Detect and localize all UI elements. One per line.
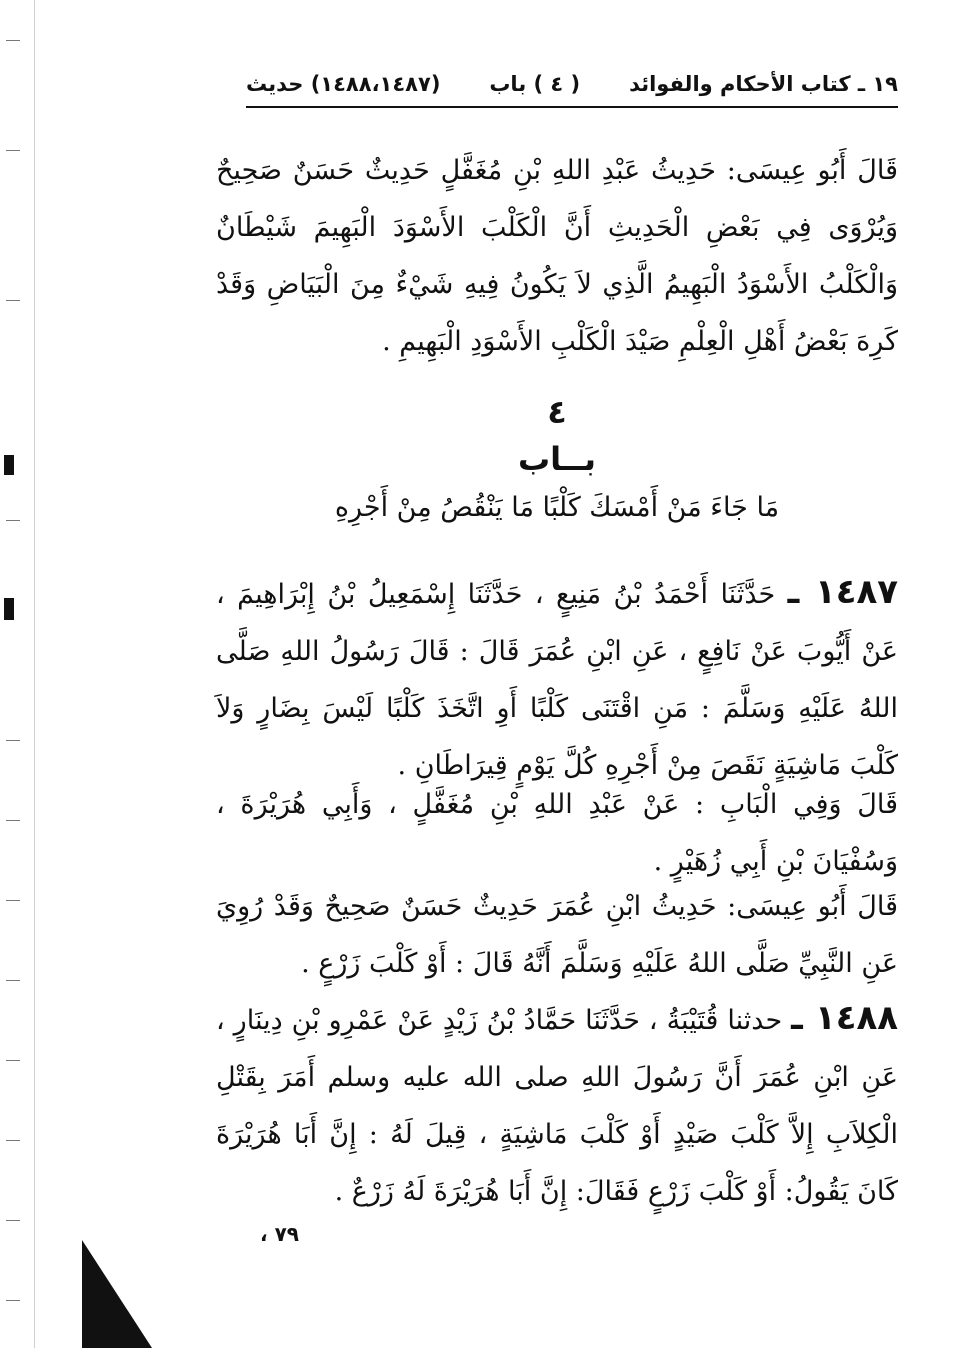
paragraph-chapter-note: قَالَ وَفِي الْبَابِ : عَنْ عَبْدِ اللهِ بْنِ مُغَفَّلٍ ، وَأَبِي هُرَيْرَةَ ، وَسُفْيَانَ بْنِ أَبِي زُهَيْرٍ .: [216, 789, 898, 877]
page-corner-shadow: [82, 1240, 152, 1348]
hadith-text: حدثنا قُتَيْبَةُ ، حَدَّثَنَا حَمَّادُ بْنُ زَيْدٍ عَنْ عَمْرِو بْنِ دِينَارٍ ، عَنِ ابْنِ عُمَرَ أَنَّ رَسُولَ اللهِ صلى الله عليه وسلم أَمَرَ بِقَتْلِ الْكِلاَبِ إِلاَّ كَلْبَ صَيْدٍ أَوْ كَلْبَ مَاشِيَةٍ ، قِيلَ لَهُ : إِنَّ أَبَا هُرَيْرَةَ كَانَ يَقُولُ: أَوْ كَلْبَ زَرْعٍ فَقَالَ: إِنَّ أَبَا هُرَيْرَةَ لَهُ زَرْعٌ .: [216, 1005, 898, 1207]
edge-mark: [4, 598, 14, 620]
edge-line: [6, 900, 20, 901]
edge-line: [6, 1220, 20, 1221]
hadith-1487: [216, 564, 898, 794]
edge-line: [6, 1060, 20, 1061]
edge-line: [6, 520, 20, 521]
chapter-title: مَا جَاءَ مَنْ أَمْسَكَ كَلْبًا مَا يَنْقُصُ مِنْ أَجْرِهِ: [334, 492, 780, 523]
left-page-edge: [0, 0, 35, 1348]
chapter-number: ٤: [547, 393, 567, 431]
hadith-number: ١٤٨٨ ـ: [791, 998, 898, 1038]
hadith-text: حَدَّثَنَا أَحْمَدُ بْنُ مَنِيعٍ ، حَدَّثَنَا إِسْمَعِيلُ بْنُ إِبْرَاهِيمَ ، عَنْ أَيُّوبَ عَنْ نَافِعٍ ، عَنِ ابْنِ عُمَرَ قَالَ : قَالَ رَسُولُ اللهِ صَلَّى اللهُ عَلَيْهِ وَسَلَّمَ : مَنِ اقْتَنَى كَلْبًا أَوِ اتَّخَذَ كَلْبًا لَيْسَ بِضَارٍ وَلاَ كَلْبَ مَاشِيَةٍ نَقَصَ مِنْ أَجْرِهِ كُلَّ يَوْمٍ قِيرَاطَانِ .: [216, 579, 898, 781]
header-book-title: ١٩ ـ كتاب الأحكام والفوائد: [629, 72, 898, 96]
edge-line: [6, 820, 20, 821]
edge-line: [6, 980, 20, 981]
edge-mark: [4, 455, 14, 475]
paragraph-commentary-1: قَالَ أَبُو عِيسَى: حَدِيثُ عَبْدِ اللهِ بْنِ مُغَفَّلٍ حَدِيثٌ حَسَنٌ صَحِيحٌ وَيُرْوَى فِي بَعْضِ الْحَدِيثِ أَنَّ الْكَلْبَ الأَسْوَدَ الْبَهِيمَ شَيْطَانٌ وَالْكَلْبُ الأَسْوَدُ الْبَهِيمُ الَّذِي لاَ يَكُونُ فِيهِ شَيْءٌ مِنَ الْبَيَاضِ وَقَدْ كَرِهَ بَعْضُ أَهْلِ الْعِلْمِ صَيْدَ الْكَلْبِ الأَسْوَدِ الْبَهِيمِ .: [216, 155, 898, 357]
running-header: [246, 62, 898, 108]
edge-line: [6, 40, 20, 41]
edge-line: [6, 300, 20, 301]
paragraph-commentary-2: قَالَ أَبُو عِيسَى: حَدِيثُ ابْنِ عُمَرَ حَدِيثٌ حَسَنٌ صَحِيحٌ وَقَدْ رُوِيَ عَنِ النَّبِيِّ صَلَّى اللهُ عَلَيْهِ وَسَلَّمَ أَنَّهُ قَالَ : أَوْ كَلْبَ زَرْعٍ .: [216, 891, 898, 979]
page-number: ٧٩ ،: [260, 1222, 299, 1246]
chapter-label: بــاب: [517, 440, 597, 478]
edge-line: [6, 150, 20, 151]
edge-line: [6, 1140, 20, 1141]
header-chapter: ( ٤ ) باب: [489, 72, 581, 96]
hadith-number: ١٤٨٧ ـ: [787, 572, 898, 612]
edge-line: [6, 740, 20, 741]
header-hadith-range: (١٤٨٨،١٤٨٧) حديث: [246, 72, 441, 96]
hadith-1488: [216, 990, 898, 1220]
edge-line: [6, 1300, 20, 1301]
